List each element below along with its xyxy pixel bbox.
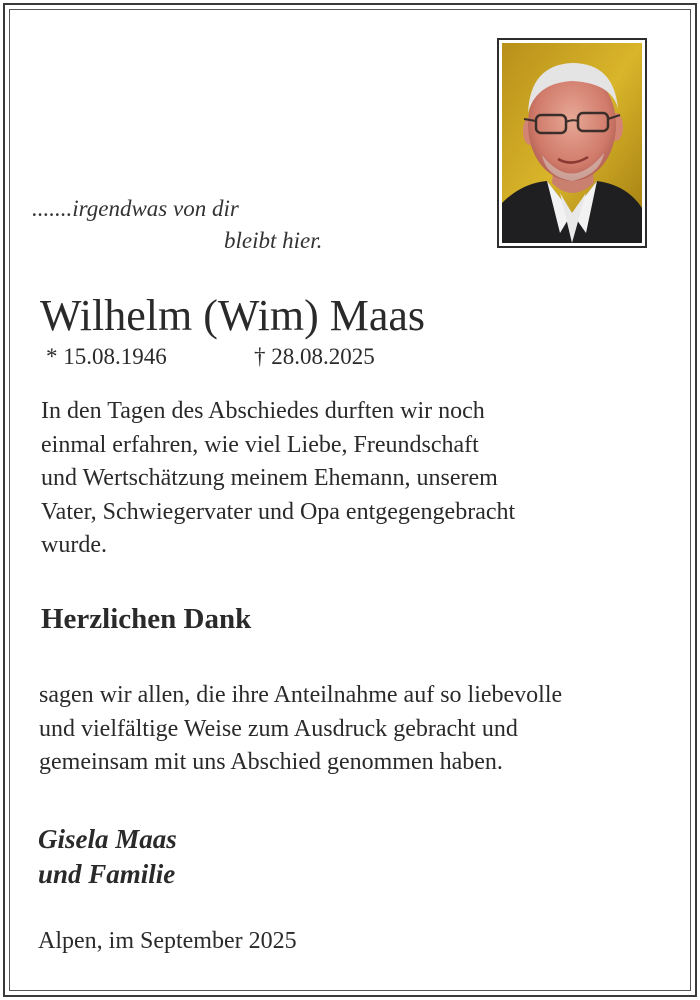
quote-line-2: bleibt hier. [224, 228, 323, 253]
quote-line-1: .......irgendwas von dir [32, 196, 239, 221]
birth-date: * 15.08.1946 [46, 344, 167, 369]
message-line: und Wertschätzung meinem Ehemann, unserem [41, 465, 498, 492]
thanks-line: und vielfältige Weise zum Ausdruck gebracht und [39, 715, 518, 742]
portrait-photo [502, 43, 642, 243]
message-line: Vater, Schwiegervater und Opa entgegengebracht [41, 498, 516, 525]
portrait-photo-frame [497, 38, 647, 248]
signature-line-2: und Familie [38, 859, 176, 889]
life-dates [46, 344, 375, 370]
thanks-line: gemeinsam mit uns Abschied genommen haben. [39, 749, 503, 776]
death-date: † 28.08.2025 [254, 344, 375, 369]
message-line: wurde. [41, 532, 107, 559]
thanks-line: sagen wir allen, die ihre Anteilnahme auf so liebevolle [39, 682, 563, 708]
deceased-name: Wilhelm (Wim) Maas [40, 291, 426, 340]
signature-line-1: Gisela Maas [38, 824, 177, 854]
place-and-date: Alpen, im September 2025 [38, 928, 297, 954]
thanks-heading: Herzlichen Dank [41, 603, 252, 635]
message-paragraph [41, 395, 515, 563]
message-line: einmal erfahren, wie viel Liebe, Freundschaft [41, 431, 479, 458]
thanks-paragraph [39, 679, 562, 780]
message-line: In den Tagen des Abschiedes durften wir noch [41, 398, 485, 424]
